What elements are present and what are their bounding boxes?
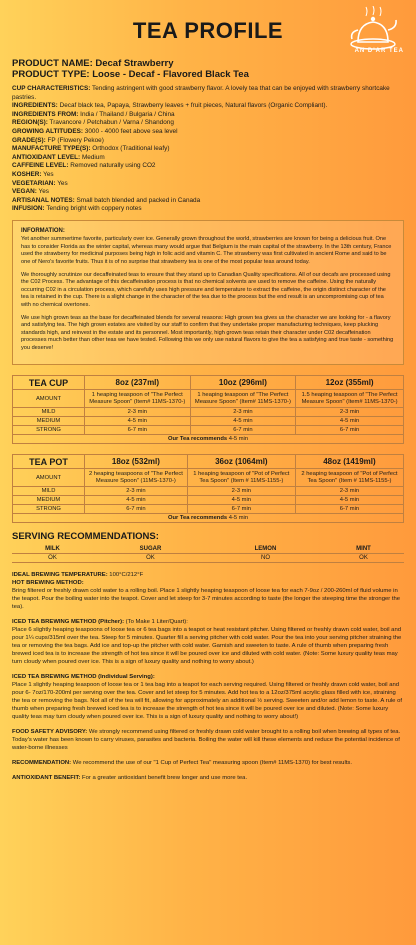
- spec-value: Yes: [38, 188, 49, 196]
- brew-text: We strongly recommend using filtered or freshly drawn cold water brought to a rolling boil when brewing all types of tea. Today's water has been known to carry viruses, parasites and bacteria. Boiling the water will kill these elements and reduce the potential incidence of water-borne illnesses: [12, 729, 401, 751]
- amount-cell: 1 heaping teaspoon of "The Perfect Measure Spoon" (Item# 11MS-1370-): [85, 390, 191, 408]
- time-cell: 6-7 min: [85, 505, 188, 514]
- spec-value: Small batch blended and packed in Canada: [76, 196, 201, 204]
- row-label: AMOUNT: [13, 469, 85, 487]
- serving-header: LEMON: [208, 545, 323, 554]
- info-paragraph: Yet another summertime favorite, particularly over ice. Generally grown throughout the world, strawberries are known for being a delicious fruit. One has to consider Florida as the winter capital, whereas many would argue that Belgium is the main capital of the strawberry. In the 13th century, France used the strawberry for medicinal purposes being high in folic acid and vitamin C. The strawberry was first cultivated in ancient Rome and said to be one of Nero's favorite fruits. Thus it is of no surprise that strawberry tea is one of the most popular teas around today.: [21, 236, 392, 265]
- product-name: PRODUCT NAME: Decaf Strawberry: [12, 58, 174, 69]
- time-cell: 4-5 min: [85, 417, 191, 426]
- time-cell: 4-5 min: [295, 496, 403, 505]
- time-cell: 2-3 min: [187, 487, 295, 496]
- recommend-value: 4-5 min: [227, 436, 249, 442]
- serving-heading: SERVING RECOMMENDATIONS:: [12, 531, 159, 542]
- size-header: 18oz (532ml): [85, 455, 188, 469]
- spec-label: INGREDIENTS FROM:: [12, 110, 79, 118]
- brew-label: HOT BREWING METHOD:: [12, 580, 84, 586]
- row-label: MEDIUM: [13, 496, 85, 505]
- spec-value: Tending bright with coppery notes: [46, 205, 142, 213]
- spec-line: [12, 180, 404, 189]
- spec-value: Orthodox (Traditional leafy): [92, 145, 170, 153]
- brew-line: [12, 774, 404, 782]
- serving-header: MILK: [12, 545, 93, 554]
- spacer: [12, 611, 404, 618]
- spec-line: [12, 128, 404, 137]
- information-heading: INFORMATION:: [21, 227, 65, 234]
- row-label: MEDIUM: [13, 417, 85, 426]
- time-cell: 6-7 min: [190, 426, 296, 435]
- page-title: TEA PROFILE: [132, 18, 284, 43]
- logo-text: AN D'AR TEA: [354, 48, 404, 54]
- tea-pot-header: TEA POT: [13, 455, 85, 469]
- serving-header: SUGAR: [93, 545, 208, 554]
- spec-line: [12, 162, 404, 171]
- spec-line: [12, 171, 404, 180]
- spec-value: Decaf black tea, Papaya, Strawberry leaves + fruit pieces, Natural flavors (Organic Compliant).: [59, 102, 328, 110]
- recommend-label: Our Tea recommends: [167, 436, 228, 442]
- serving-table: [12, 545, 404, 563]
- time-cell: 6-7 min: [295, 505, 403, 514]
- spec-line: [12, 197, 404, 206]
- row-label: STRONG: [13, 505, 85, 514]
- serving-value: NO: [208, 554, 323, 563]
- spec-label: CAFFEINE LEVEL:: [12, 162, 69, 170]
- serving-value: OK: [93, 554, 208, 563]
- size-header: 12oz (355ml): [296, 376, 404, 390]
- brew-text: We recommend the use of our "1 Cup of Perfect Tea" measuring spoon (Item# 11MS-1370) for best results.: [71, 760, 352, 766]
- serving-header: MINT: [323, 545, 404, 554]
- tea-cup-table: [12, 375, 404, 444]
- amount-cell: 2 heaping teaspoon of "Pot of Perfect Tea Spoon" (Item # 11MS-1155-): [295, 469, 403, 487]
- spec-line: [12, 137, 404, 146]
- time-cell: 2-3 min: [296, 408, 404, 417]
- time-cell: 4-5 min: [296, 417, 404, 426]
- spec-list: [12, 85, 404, 214]
- brew-label: FOOD SAFETY ADVISORY:: [12, 729, 88, 735]
- serving-value: OK: [323, 554, 404, 563]
- row-label: STRONG: [13, 426, 85, 435]
- tea-cup-header: TEA CUP: [13, 376, 85, 390]
- size-header: 8oz (237ml): [85, 376, 191, 390]
- brew-text: 100°C/212°F: [107, 572, 144, 578]
- time-cell: 6-7 min: [187, 505, 295, 514]
- time-cell: 6-7 min: [85, 426, 191, 435]
- spec-value: Removed naturally using CO2: [70, 162, 156, 170]
- spacer: [12, 666, 404, 673]
- spec-label: GROWING ALTITUDES:: [12, 127, 83, 135]
- amount-cell: 2 heaping teaspoons of "The Perfect Measure Spoon" (11MS-1370-): [85, 469, 188, 487]
- spec-label: GRADE(S):: [12, 136, 46, 144]
- brew-label: ANTIOXIDANT BENEFIT:: [12, 775, 81, 781]
- time-cell: 4-5 min: [187, 496, 295, 505]
- spec-value: Yes: [43, 170, 54, 178]
- spec-label: ANTIOXIDANT LEVEL:: [12, 153, 81, 161]
- spec-value: FP (Flowery Pekoe): [47, 136, 104, 144]
- brew-text: Place 1 slightly heaping teaspoon of loose tea or 1 tea bag into a teapot for each serving required. Using filtered or freshly drawn cold water, boil and pour 6- 7oz/170-200ml per serving over the tea. Cover and let steep for 5 minutes. Add hot tea to a 12oz/375ml acrylic glass filled with ice, straining the tea or removing the bags. Not all of the tea will fit, allowing for approximately an additional ½ serving. Sweeten and/or add lemon to taste. A rule of thumb when preparing fresh brewed iced tea is to increase the strength of hot tea since it will be poured over ice and diluted. (Note: Some luxury quality teas may turn cloudy when poured over ice. This is a sign of luxury quality and nothing to worry about!): [12, 682, 402, 720]
- brew-line: [12, 571, 404, 579]
- brew-line: [12, 728, 404, 752]
- spec-label: ARTISANAL NOTES:: [12, 196, 75, 204]
- info-paragraph: We use high grown teas as the base for decaffeinated blends for several reasons: High grown tea gives us the character we are looking for - a flavory and satisfying tea. The high grown estates are visited by our staff to confirm that they undertake proper manufacturing techniques, keep plucking standards high, and reinvest in the estate and its personnel. Most importantly, high grown teas retain their character under C02 decaffeination processes much better than other teas we have tested. Following this we only use natural flavors to give the tea a satisfying and true taste - something you deserve!: [21, 314, 394, 351]
- time-cell: 2-3 min: [85, 487, 188, 496]
- spec-label: INGREDIENTS:: [12, 102, 58, 110]
- brew-text: (To Make 1 Liter/Quart):: [124, 619, 188, 625]
- brewing-section: [12, 571, 404, 782]
- brew-line: [12, 681, 404, 721]
- info-paragraph: We thoroughly scrutinize our decaffeinated teas to ensure that they stand up to Canadian Quality specifications. All of our decafs are processed using the C02 Process. The advantage of this decaffeination process is that no chemical solvents are used to remove the caffeine. Using the naturally occurring C02 in a circulation process, which carefully uses high pressure and temperature to extract the caffeine, the origin distinct character of the tea is retained in the cup. There is a slight change in the character of the tea due to the process but the end result is an uncompromising cup of tea with no chemical overtones.: [21, 271, 391, 308]
- amount-cell: 1 heaping teaspoon of "Pot of Perfect Tea Spoon" (Item # 11MS-1155-): [187, 469, 295, 487]
- brew-line: [12, 673, 404, 681]
- brew-label: IDEAL BREWING TEMPERATURE:: [12, 572, 108, 578]
- product-type: PRODUCT TYPE: Loose - Decaf - Flavored Black Tea: [12, 69, 249, 80]
- spec-value: Yes: [57, 179, 68, 187]
- spec-label: CUP CHARACTERISTICS:: [12, 85, 91, 92]
- brew-text: For a greater antioxidant benefit brew longer and use more tea.: [80, 775, 248, 781]
- spec-value: Medium: [81, 153, 105, 161]
- spec-line: [12, 85, 404, 102]
- brew-line: [12, 579, 404, 587]
- spacer: [12, 752, 404, 759]
- serving-value: OK: [12, 554, 93, 563]
- recommend-row: [13, 514, 404, 523]
- spacer: [12, 767, 404, 774]
- spec-line: [12, 145, 404, 154]
- spec-value: 3000 - 4000 feet above sea level: [84, 127, 178, 135]
- row-label: AMOUNT: [13, 390, 85, 408]
- recommend-row: [13, 435, 404, 444]
- brew-text: Place 6 slightly heaping teaspoons of loose tea or 6 tea bags into a teapot or heat resistant pitcher. Using filtered or freshly drawn cold water, boil and pour 1¼ cups/315ml over the tea. Steep for 5 minutes. Quarter fill a serving pitcher with cold water. Pour the tea into your serving pitcher straining the tea or removing the tea bags. Add ice and top-up the pitcher with cold water. Garnish and sweeten to taste. A rule of thumb when preparing fresh brewed iced tea is to increase the strength of hot tea since it will be poured over ice and diluted with cold water. (Note: Some luxury quality teas may turn cloudy when poured over ice. This is a sign of luxury quality and nothing to worry about.): [12, 627, 402, 665]
- brew-label: ICED TEA BREWING METHOD (Individual Serving):: [12, 674, 155, 680]
- teapot-logo-icon: [344, 6, 402, 52]
- spec-label: INFUSION:: [12, 205, 45, 213]
- spec-value: Travancore / Petchabun / Varna / Shandong: [49, 119, 174, 127]
- recommend-label: Our Tea recommends: [167, 515, 228, 521]
- spec-label: KOSHER:: [12, 170, 42, 178]
- spec-line: [12, 205, 404, 214]
- spec-line: [12, 111, 404, 120]
- brew-line: [12, 618, 404, 626]
- time-cell: 6-7 min: [296, 426, 404, 435]
- spec-value: Tending astringent with good strawberry flavor. A lovely tea that can be enjoyed with strawberry shortcake pastries.: [12, 85, 390, 101]
- time-cell: 2-3 min: [190, 408, 296, 417]
- amount-cell: 1 heaping teaspoon of "The Perfect Measure Spoon" (Item# 11MS-1370-): [190, 390, 296, 408]
- spec-line: [12, 102, 404, 111]
- row-label: MILD: [13, 487, 85, 496]
- size-header: 10oz (296ml): [190, 376, 296, 390]
- brew-label: RECOMMENDATION:: [12, 760, 72, 766]
- spec-label: VEGAN:: [12, 188, 37, 196]
- spec-line: [12, 119, 404, 128]
- time-cell: 2-3 min: [85, 408, 191, 417]
- time-cell: 4-5 min: [190, 417, 296, 426]
- size-header: 36oz (1064ml): [187, 455, 295, 469]
- brew-line: [12, 759, 404, 767]
- size-header: 48oz (1419ml): [295, 455, 403, 469]
- spec-label: MANUFACTURE TYPE(S):: [12, 145, 91, 153]
- spec-label: VEGETARIAN:: [12, 179, 56, 187]
- tea-pot-table: [12, 454, 404, 523]
- time-cell: 4-5 min: [85, 496, 188, 505]
- time-cell: 2-3 min: [295, 487, 403, 496]
- recommend-value: 4-5 min: [227, 515, 249, 521]
- spacer: [12, 721, 404, 728]
- spec-label: REGION(S):: [12, 119, 48, 127]
- brew-text: Bring filtered or freshly drawn cold water to a rolling boil. Place 1 slightly heaping teaspoon of loose tea for each 7-9oz / 200-260ml of fluid volume in the teapot. Pour the boiling water into the teapot. Cover and let steep for 3-7 minutes according to taste (the longer the steeping time the stronger the tea).: [12, 588, 401, 610]
- spec-line: [12, 188, 404, 197]
- spec-value: India / Thailand / Bulgaria / China: [80, 110, 175, 118]
- spec-line: [12, 154, 404, 163]
- brew-label: ICED TEA BREWING METHOD (Pitcher):: [12, 619, 125, 625]
- brew-line: [12, 587, 404, 611]
- amount-cell: 1.5 heaping teaspoon of "The Perfect Measure Spoon" (Item# 11MS-1370-): [296, 390, 404, 408]
- row-label: MILD: [13, 408, 85, 417]
- brew-line: [12, 626, 404, 666]
- information-box: [12, 220, 404, 365]
